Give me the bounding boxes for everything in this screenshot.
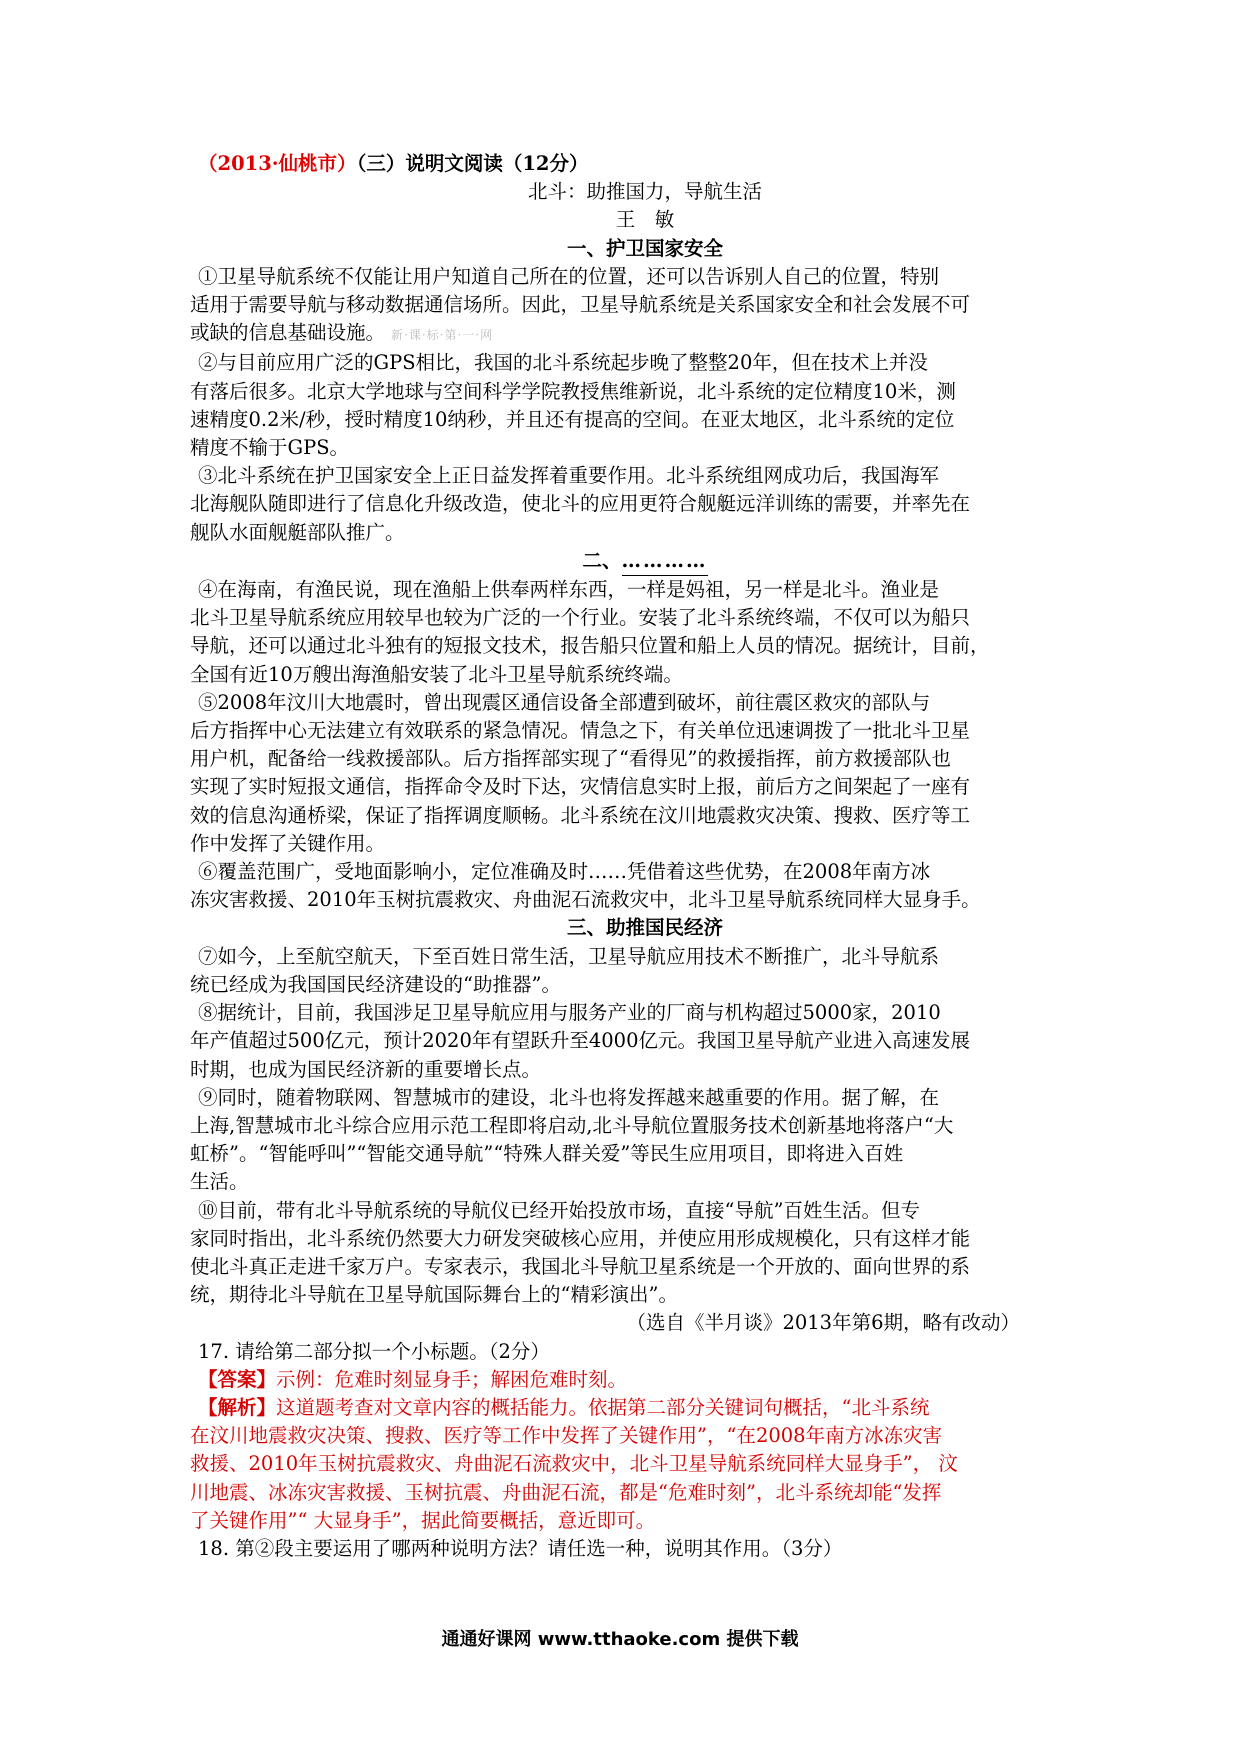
p1-line-2: 适用于需要导航与移动数据通信场所。因此，卫星导航系统是关系国家安全和社会发展不可 bbox=[190, 293, 971, 317]
p1-line-1: ①卫星导航系统不仅能让用户知道自己所在的位置，还可以告诉别人自己的位置，特别 bbox=[198, 264, 940, 288]
p10-line-3: 使北斗真正走进千家万户。专家表示，我国北斗导航卫星系统是一个开放的、面向世界的系 bbox=[190, 1254, 971, 1278]
p5-line-5: 效的信息沟通桥梁，保证了指挥调度顺畅。北斗系统在汶川地震救灾决策、搜救、医疗等工 bbox=[190, 803, 971, 827]
p2-line-1: ②与目前应用广泛的GPS相比，我国的北斗系统起步晚了整整20年，但在技术上并没 bbox=[198, 351, 928, 375]
paragraph-3 bbox=[190, 462, 1060, 547]
p9-line-3: 虹桥”。“智能呼叫”“智能交通导航”“特殊人群关爱”等民生应用项目，即将进入百姓 bbox=[190, 1142, 904, 1166]
p4-line-1: ④在海南，有渔民说，现在渔船上供奉两样东西，一样是妈祖，另一样是北斗。渔业是 bbox=[198, 578, 940, 602]
part3-heading: 三、助推国民经济 bbox=[566, 916, 723, 940]
analysis-line-1-text: 这道题考查对文章内容的概括能力。依据第二部分关键词句概括，“北斗系统 bbox=[276, 1395, 930, 1419]
p5-line-6: 作中发挥了关键作用。 bbox=[190, 831, 386, 855]
p6-line-2: 冻灾害救援、2010年玉树抗震救灾、舟曲泥石流救灾中，北斗卫星导航系统同样大显身手。 bbox=[190, 888, 981, 912]
p4-line-2: 北斗卫星导航系统应用较早也较为广泛的一个行业。安装了北斗系统终端，不仅可以为船只 bbox=[190, 606, 971, 630]
analysis-line-1 bbox=[190, 1394, 1060, 1422]
p3-line-1: ③北斗系统在护卫国家安全上正日益发挥着重要作用。北斗系统组网成功后，我国海军 bbox=[198, 464, 940, 488]
analysis-line-3: 救援、2010年玉树抗震救灾、舟曲泥石流救灾中，北斗卫星导航系统同样大显身手”， 汶 bbox=[190, 1452, 958, 1476]
analysis-tag: 【解析】 bbox=[198, 1395, 277, 1419]
analysis-line-2: 在汶川地震救灾决策、搜救、医疗等工作中发挥了关键作用”，“在2008年南方冰冻灾害 bbox=[190, 1424, 943, 1448]
p6-line-1: ⑥覆盖范围广，受地面影响小，定位准确及时……凭借着这些优势，在2008年南方冰 bbox=[198, 860, 931, 884]
section-header bbox=[190, 150, 1060, 178]
p3-line-3: 舰队水面舰艇部队推广。 bbox=[190, 520, 405, 544]
answer-text: 示例：危难时刻显身手；解困危难时刻。 bbox=[276, 1367, 628, 1391]
document-content bbox=[190, 150, 1060, 1563]
answer-tag: 【答案】 bbox=[198, 1367, 277, 1391]
watermark-text: 新·课·标·第·一·网 bbox=[391, 328, 494, 343]
p5-line-4: 实现了实时短报文通信，指挥命令及时下达，灾情信息实时上报，前后方之间架起了一座有 bbox=[190, 775, 971, 799]
p10-line-1: ⑩目前，带有北斗导航系统的导航仪已经开始投放市场，直接“导航”百姓生活。但专 bbox=[198, 1198, 920, 1222]
p7-line-2: 统已经成为我国国民经济建设的“助推器”。 bbox=[190, 972, 561, 996]
analysis-line-5: 了关键作用”“ 大显身手”，据此简要概括，意近即可。 bbox=[190, 1508, 656, 1532]
p8-line-2: 年产值超过500亿元，预计2020年有望跃升至4000亿元。我国卫星导航产业进入高速发展 bbox=[190, 1029, 970, 1053]
paragraph-9 bbox=[190, 1084, 1060, 1197]
article-author: 王 敏 bbox=[615, 208, 675, 232]
paragraph-5 bbox=[190, 689, 1060, 858]
p5-line-3: 用户机，配备给一线救援部队。后方指挥部实现了“看得见”的救援指挥，前方救援部队也 bbox=[190, 747, 951, 771]
part2-heading-blank: ………… bbox=[622, 547, 708, 576]
paragraph-8 bbox=[190, 999, 1060, 1084]
p9-line-1: ⑨同时，随着物联网、智慧城市的建设，北斗也将发挥越来越重要的作用。据了解，在 bbox=[198, 1085, 940, 1109]
paragraph-1 bbox=[190, 263, 1060, 350]
question-18: 18. 第②段主要运用了哪两种说明方法？请任选一种，说明其作用。（3分） bbox=[198, 1536, 843, 1560]
p4-line-3: 导航，还可以通过北斗独有的短报文技术，报告船只位置和船上人员的情况。据统计，目前， bbox=[190, 634, 990, 658]
p2-line-2: 有落后很多。北京大学地球与空间科学学院教授焦维新说，北斗系统的定位精度10米，测 bbox=[190, 379, 956, 403]
p5-line-2: 后方指挥中心无法建立有效联系的紧急情况。情急之下，有关单位迅速调拨了一批北斗卫星 bbox=[190, 719, 971, 743]
p5-line-1: ⑤2008年汶川大地震时，曾出现震区通信设备全部遭到破坏，前往震区救灾的部队与 bbox=[198, 690, 931, 714]
p10-line-4: 统，期待北斗导航在卫星导航国际舞台上的“精彩演出”。 bbox=[190, 1283, 678, 1307]
part2-heading bbox=[190, 547, 1060, 576]
page-footer: 通通好课网 www.tthaoke.com 提供下载 bbox=[441, 1629, 799, 1650]
part1-heading: 一、护卫国家安全 bbox=[566, 236, 723, 260]
source-tag: （2013·仙桃市） bbox=[198, 152, 357, 175]
p7-line-1: ⑦如今，上至航空航天，下至百姓日常生活，卫星导航应用技术不断推广，北斗导航系 bbox=[198, 944, 940, 968]
p2-line-3: 速精度0.2米/秒，授时精度10纳秒，并且还有提高的空间。在亚太地区，北斗系统的定位 bbox=[190, 407, 955, 431]
part2-heading-prefix: 二、 bbox=[582, 548, 622, 572]
p9-line-2: 上海,智慧城市北斗综合应用示范工程即将启动,北斗导航位置服务技术创新基地将落户“大 bbox=[190, 1113, 954, 1137]
p3-line-2: 北海舰队随即进行了信息化升级改造，使北斗的应用更符合舰艇远洋训练的需要，并率先在 bbox=[190, 492, 971, 516]
q17-analysis bbox=[190, 1394, 1060, 1535]
analysis-line-4: 川地震、冰冻灾害救援、玉树抗震、舟曲泥石流，都是“危难时刻”，北斗系统却能“发挥 bbox=[190, 1480, 942, 1504]
p9-line-4: 生活。 bbox=[190, 1170, 249, 1194]
question-17: 17. 请给第二部分拟一个小标题。（2分） bbox=[198, 1339, 550, 1363]
p1-line-3 bbox=[190, 319, 1060, 349]
p1-line-3-text: 或缺的信息基础设施。 bbox=[190, 321, 386, 345]
paragraph-6 bbox=[190, 858, 1060, 914]
section-label: （三）说明文阅读（12分） bbox=[356, 152, 589, 175]
q17-answer bbox=[190, 1366, 1060, 1394]
p8-line-1: ⑧据统计，目前，我国涉足卫星导航应用与服务产业的厂商与机构超过5000家，2010 bbox=[198, 1001, 941, 1025]
paragraph-10 bbox=[190, 1197, 1060, 1310]
p10-line-2: 家同时指出，北斗系统仍然要大力研发突破核心应用，并使应用形成规模化，只有这样才能 bbox=[190, 1226, 971, 1250]
paragraph-4 bbox=[190, 576, 1060, 689]
paragraph-2 bbox=[190, 349, 1060, 462]
p4-line-4: 全国有近10万艘出海渔船安装了北斗卫星导航系统终端。 bbox=[190, 662, 683, 686]
article-title: 北斗：助推国力，导航生活 bbox=[527, 180, 762, 204]
article-source: （选自《半月谈》2013年第6期，略有改动） bbox=[626, 1311, 1020, 1335]
p2-line-4: 精度不输于GPS。 bbox=[190, 436, 350, 460]
p8-line-3: 时期，也成为国民经济新的重要增长点。 bbox=[190, 1057, 542, 1081]
paragraph-7 bbox=[190, 943, 1060, 999]
